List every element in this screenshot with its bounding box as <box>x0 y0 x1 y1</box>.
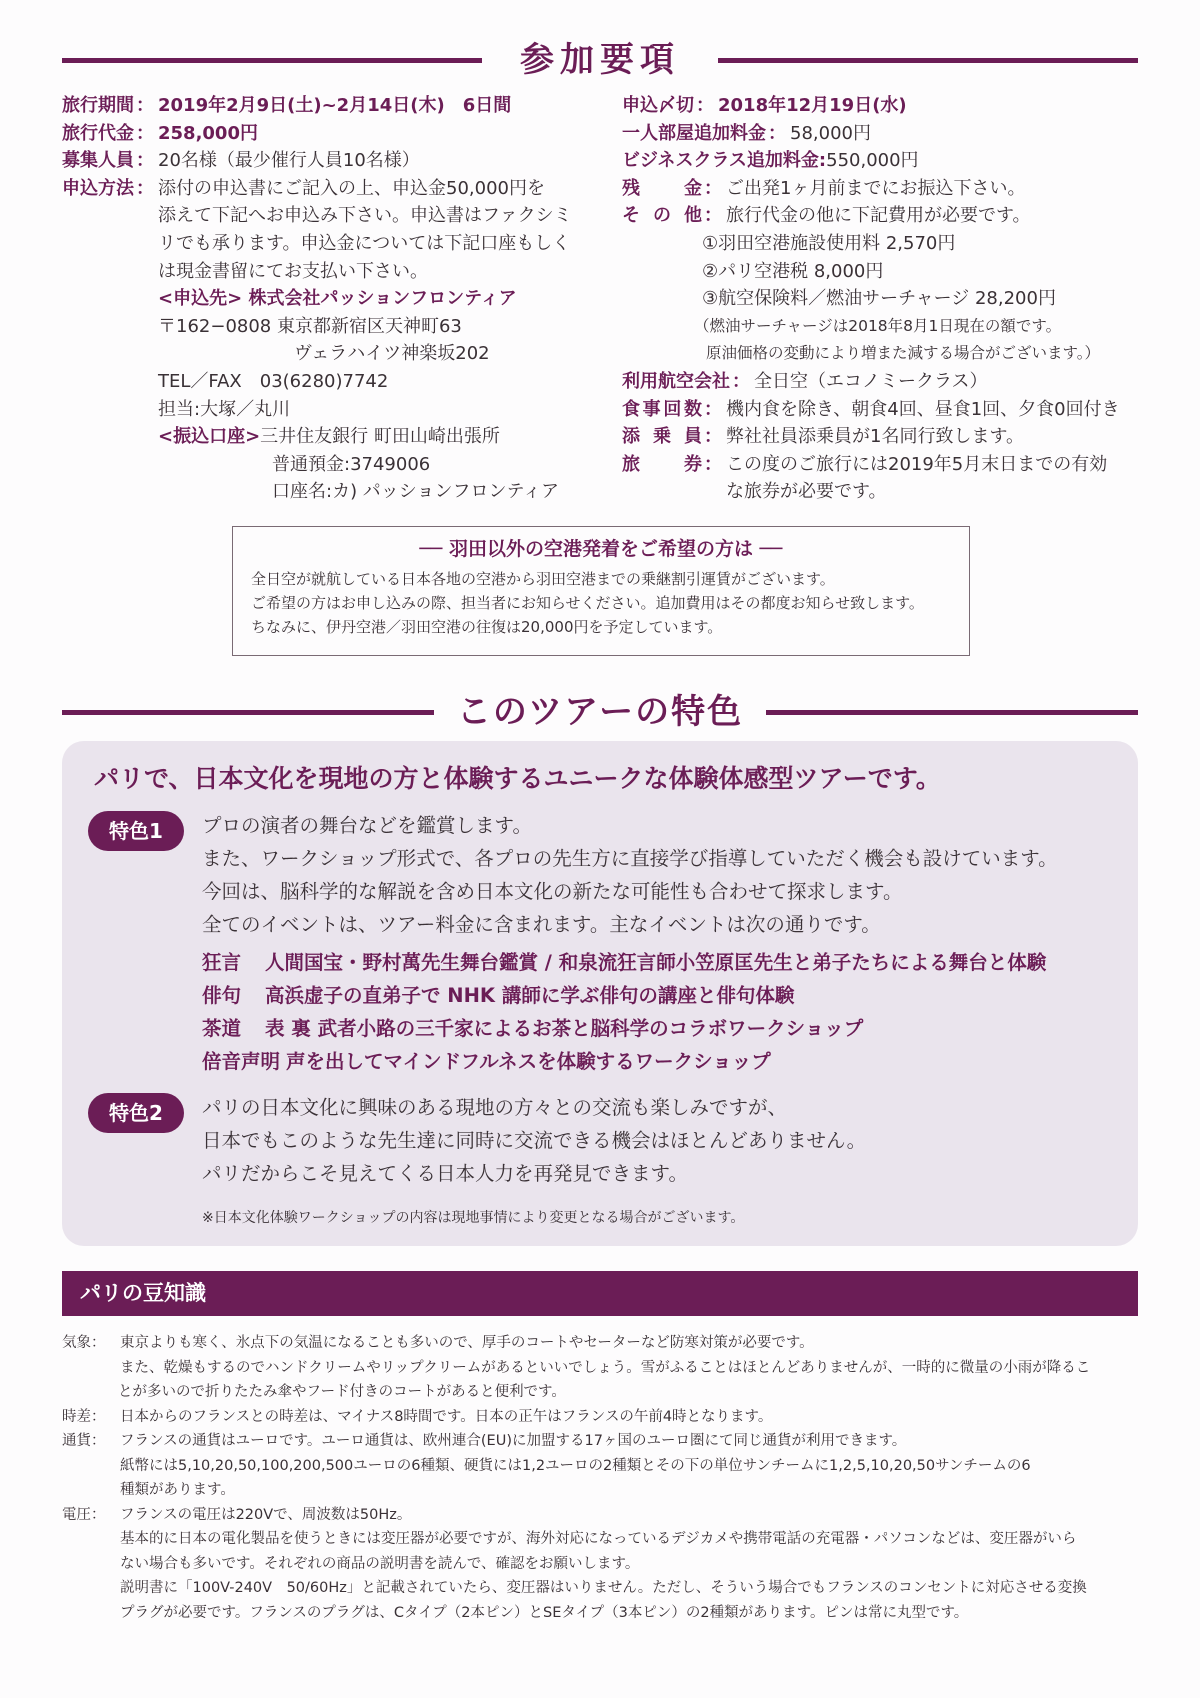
balance-row: 残 金 ： ご出発1ヶ月前までにお振込下さい。 <box>622 175 1162 203</box>
trivia-line: プラグが必要です。フランスのプラグは、Cタイプ（2本ピン）とSEタイプ（3本ピン）の2種類があります。ピンは常に丸型です。 <box>120 1604 969 1621</box>
company-line <box>62 285 602 313</box>
trivia-body <box>120 1429 1142 1503</box>
method-line: 添付の申込書にご記入の上、申込金50,000円を <box>158 177 545 199</box>
other-airports-notice <box>232 526 970 656</box>
feature-2-line: パリだからこそ見えてくる日本人力を再発見できます。 <box>202 1162 688 1185</box>
trivia-body <box>120 1503 1142 1626</box>
event-desc: 高浜虚子の直弟子で NHK 講師に学ぶ俳句の講座と俳句体験 <box>265 984 795 1007</box>
event-kind: 狂言 <box>202 951 242 974</box>
deadline-label: 申込〆切 <box>622 95 694 116</box>
trivia-line: また、乾燥もするのでハンドクリームやリップクリームがあるといいでしょう。雪がふることはほとんどありませんが、一時的に微量の小雨が降るこ <box>120 1359 1091 1376</box>
balance-value: ご出発1ヶ月前までにお振込下さい。 <box>726 177 1026 199</box>
trivia-line: 日本からのフランスとの時差は、マイナス8時間です。日本の正午はフランスの午前4時となります。 <box>120 1408 773 1425</box>
bank-line <box>62 423 602 451</box>
trivia-line: 種類があります。 <box>120 1482 235 1498</box>
fee-2: ②パリ空港税 8,000円 <box>702 260 884 282</box>
trivia-line: 説明書に「100V-240V 50/60Hz」と記載されていたら、変圧器はいりません。ただし、そういう場合でもフランスのコンセントに対応させる変換 <box>120 1580 1087 1596</box>
event-kind: 茶道 <box>202 1017 242 1040</box>
trivia-line: フランスの電圧は220Vで、周波数は50Hz。 <box>120 1506 412 1523</box>
fee-3: ③航空保険料／燃油サーチャージ 28,200円 <box>702 288 1056 310</box>
method-line: 添えて下記へお申込み下さい。申込書はファクシミ <box>158 205 572 227</box>
event-item <box>202 1012 1046 1045</box>
account-number: 普通預金:3749006 <box>272 453 431 475</box>
event-item <box>202 979 1046 1012</box>
trivia-label: 時差： <box>62 1408 106 1425</box>
notice-line: 全日空が就航している日本各地の空港から羽田空港までの乗継割引運賃がございます。 <box>251 570 835 588</box>
passport-label: 旅 券 <box>622 453 702 475</box>
notice-line: ちなみに、伊丹空港／羽田空港の往復は20,000円を予定しています。 <box>251 618 723 636</box>
business-class-row: ビジネスクラス追加料金 : 550,000円 <box>622 147 1162 175</box>
event-desc: 人間国宝・野村萬先生舞台鑑賞 / 和泉流狂言師小笠原匡先生と弟子たちによる舞台と体験 <box>265 951 1047 974</box>
fuel-note-1: （燃油サーチャージは2018年8月1日現在の額です。 <box>694 316 1062 335</box>
event-desc: 声を出してマインドフルネスを体験するワークショップ <box>286 1050 771 1073</box>
company-name: 株式会社パッションフロンティア <box>248 288 517 310</box>
feature-2-line: パリの日本文化に興味のある現地の方々との交流も楽しみですが、 <box>202 1096 788 1119</box>
other-value: 旅行代金の他に下記費用が必要です。 <box>726 205 1031 227</box>
event-item <box>202 946 1046 979</box>
trivia-line: フランスの通貨はユーロです。ユーロ通貨は、欧州連合(EU)に加盟する17ヶ国のユーロ圏にて同じ通貨が利用できます。 <box>120 1433 907 1449</box>
event-item <box>202 1045 1046 1078</box>
passport-line: な旅券が必要です。 <box>726 481 887 503</box>
airline-label: 利用航空会社 <box>622 370 730 392</box>
single-room-value: 58,000円 <box>790 122 871 144</box>
event-desc: 表 裏 武者小路の三千家によるお茶と脳科学のコラボワークショップ <box>265 1017 864 1040</box>
meals-row: 食事回数 ： 機内食を除き、朝食4回、昼食1回、夕食0回付き <box>622 396 1162 424</box>
trivia-label: 通貨： <box>62 1433 106 1449</box>
notice-title: ── 羽田以外の空港発着をご希望の方は ── <box>419 538 783 560</box>
feature-1-line: 全てのイベントは、ツアー料金に含まれます。主なイベントは次の通りです。 <box>202 913 881 936</box>
method-row: 申込方法 ： 添付の申込書にご記入の上、申込金50,000円を 添えて下記へお申込み下さい。申込書はファクシミ リでも承ります。申込金については下記口座もしく は現金書留にてお支払い下さい。 <box>62 175 602 285</box>
price-value: 258,000円 <box>158 122 258 144</box>
deadline-value: 2018年12月19日(水) <box>718 95 907 116</box>
business-class-label: ビジネスクラス追加料金 <box>622 150 819 172</box>
event-kind: 倍音声明 <box>202 1050 281 1073</box>
period-label: 旅行期間 <box>62 95 134 116</box>
requirements-right-column <box>622 92 1162 506</box>
fee-1: ①羽田空港施設使用料 2,570円 <box>702 232 956 254</box>
trivia-line: ない場合も多いです。それぞれの商品の説明書を読んで、確認をお願いします。 <box>120 1555 640 1572</box>
feature-badge-1: 特色1 <box>88 811 184 851</box>
passport-line: この度のご旅行には2019年5月末日までの有効 <box>726 453 1108 475</box>
period-row: 旅行期間 ： 2019年2月9日(土)~2月14日(木) 6日間 <box>62 92 602 120</box>
features-note: ※日本文化体験ワークショップの内容は現地事情により変更となる場合がございます。 <box>202 1210 745 1226</box>
business-class-value: 550,000円 <box>826 150 919 172</box>
trivia-line: 東京よりも寒く、氷点下の気温になることも多いので、厚手のコートやセーターなど防寒対策が必要です。 <box>120 1335 814 1351</box>
trivia-line: 紙幣には5,10,20,50,100,200,500ユーロの6種類、硬貨には1,2ユーロの2種類とその下の単位サンチームに1,2,5,10,20,50サンチームの6 <box>120 1457 1031 1474</box>
company-label: <申込先> <box>158 288 243 310</box>
balance-label: 残 金 <box>622 177 702 199</box>
trivia-body <box>120 1405 1142 1430</box>
deadline-row: 申込〆切 ： 2018年12月19日(水) <box>622 92 1162 120</box>
method-line: は現金書留にてお支払い下さい。 <box>158 260 428 282</box>
other-row: そ の 他 ： 旅行代金の他に下記費用が必要です。 <box>622 202 1162 230</box>
price-row: 旅行代金 ： 258,000円 <box>62 120 602 148</box>
tel-fax: TEL／FAX 03(6280)7742 <box>158 370 389 392</box>
trivia-line: 基本的に日本の電化製品を使うときには変圧器が必要ですが、海外対応になっているデジカメや携帯電話の充電器・パソコンなどは、変圧器がいら <box>120 1531 1077 1547</box>
contact-person: 担当:大塚／丸川 <box>158 398 291 420</box>
event-list <box>202 946 1046 1078</box>
other-label: そ の 他 <box>622 205 702 227</box>
account-name: 口座名:カ) パッションフロンティア <box>272 481 560 503</box>
section-title: このツアーの特色 <box>456 692 744 732</box>
feature-1-line: 今回は、脳科学的な解説を含め日本文化の新たな可能性も合わせて探求します。 <box>202 880 903 903</box>
capacity-value: 20名様（最少催行人員10名様） <box>158 150 420 172</box>
trivia-item-voltage <box>62 1503 1142 1626</box>
requirements-left-column <box>62 92 602 506</box>
trivia-item-weather <box>62 1331 1142 1405</box>
method-value <box>158 175 602 285</box>
section-header-requirements <box>62 40 1138 80</box>
bank-name: 三井住友銀行 町田山崎出張所 <box>260 426 500 448</box>
feature-2-line: 日本でもこのような先生達に同時に交流できる機会はほとんどありません。 <box>202 1129 867 1152</box>
bank-label: <振込口座> <box>158 426 261 448</box>
escort-label: 添 乗 員 <box>622 426 702 448</box>
section-title: 参加要項 <box>520 40 680 80</box>
single-room-label: 一人部屋追加料金 <box>622 122 766 144</box>
airline-value: 全日空（エコノミークラス） <box>754 370 988 392</box>
section-header-features <box>62 692 1138 732</box>
period-value: 2019年2月9日(土)~2月14日(木) 6日間 <box>158 95 512 116</box>
escort-value: 弊社社員添乗員が1名同行致します。 <box>726 426 1025 448</box>
method-line: リでも承ります。申込金については下記口座もしく <box>158 232 571 254</box>
capacity-row: 募集人員 ： 20名様（最少催行人員10名様） <box>62 147 602 175</box>
trivia-line: とが多いので折りたたみ傘やフード付きのコートがあると便利です。 <box>118 1384 566 1400</box>
event-kind: 俳句 <box>202 984 242 1007</box>
passport-row: 旅 券 ： この度のご旅行には2019年5月末日までの有効 な旅券が必要です。 <box>622 451 1162 506</box>
trivia-label: 電圧： <box>62 1506 106 1523</box>
single-room-row: 一人部屋追加料金 ： 58,000円 <box>622 120 1162 148</box>
price-label: 旅行代金 <box>62 122 134 144</box>
trivia-body <box>120 1331 1142 1405</box>
feature-1-text <box>202 809 1058 941</box>
feature-badge-2: 特色2 <box>88 1093 184 1133</box>
trivia-item-timezone <box>62 1405 1142 1430</box>
feature-1-line: また、ワークショップ形式で、各プロの先生方に直接学び指導していただく機会も設けています。 <box>202 847 1058 870</box>
address-line-1: 〒162−0808 東京都新宿区天神町63 <box>158 315 462 337</box>
trivia-item-currency <box>62 1429 1142 1503</box>
method-label: 申込方法 <box>62 177 134 199</box>
trivia-label: 気象： <box>62 1335 106 1351</box>
escort-row: 添 乗 員 ： 弊社社員添乗員が1名同行致します。 <box>622 423 1162 451</box>
trivia-header: パリの豆知識 <box>62 1271 1138 1316</box>
meals-value: 機内食を除き、朝食4回、昼食1回、夕食0回付き <box>726 398 1120 420</box>
address-line-2: ヴェラハイツ神楽坂202 <box>294 343 490 365</box>
feature-1-line: プロの演者の舞台などを鑑賞します。 <box>202 814 532 837</box>
meals-label: 食事回数 <box>622 398 702 420</box>
passport-value <box>726 451 1162 506</box>
features-panel <box>62 741 1138 1246</box>
airline-row: 利用航空会社 ： 全日空（エコノミークラス） <box>622 368 1162 396</box>
feature-2-text <box>202 1091 866 1190</box>
notice-line: ご希望の方はお申し込みの際、担当者にお知らせください。追加費用はその都度お知らせ致します。 <box>251 594 924 612</box>
capacity-label: 募集人員 <box>62 150 134 172</box>
trivia-list <box>62 1331 1142 1625</box>
fuel-note-2: 原油価格の変動により増また減する場合がございます。） <box>706 344 1101 363</box>
features-lead: パリで、日本文化を現地の方と体験するユニークな体験体感型ツアーです。 <box>94 764 941 793</box>
